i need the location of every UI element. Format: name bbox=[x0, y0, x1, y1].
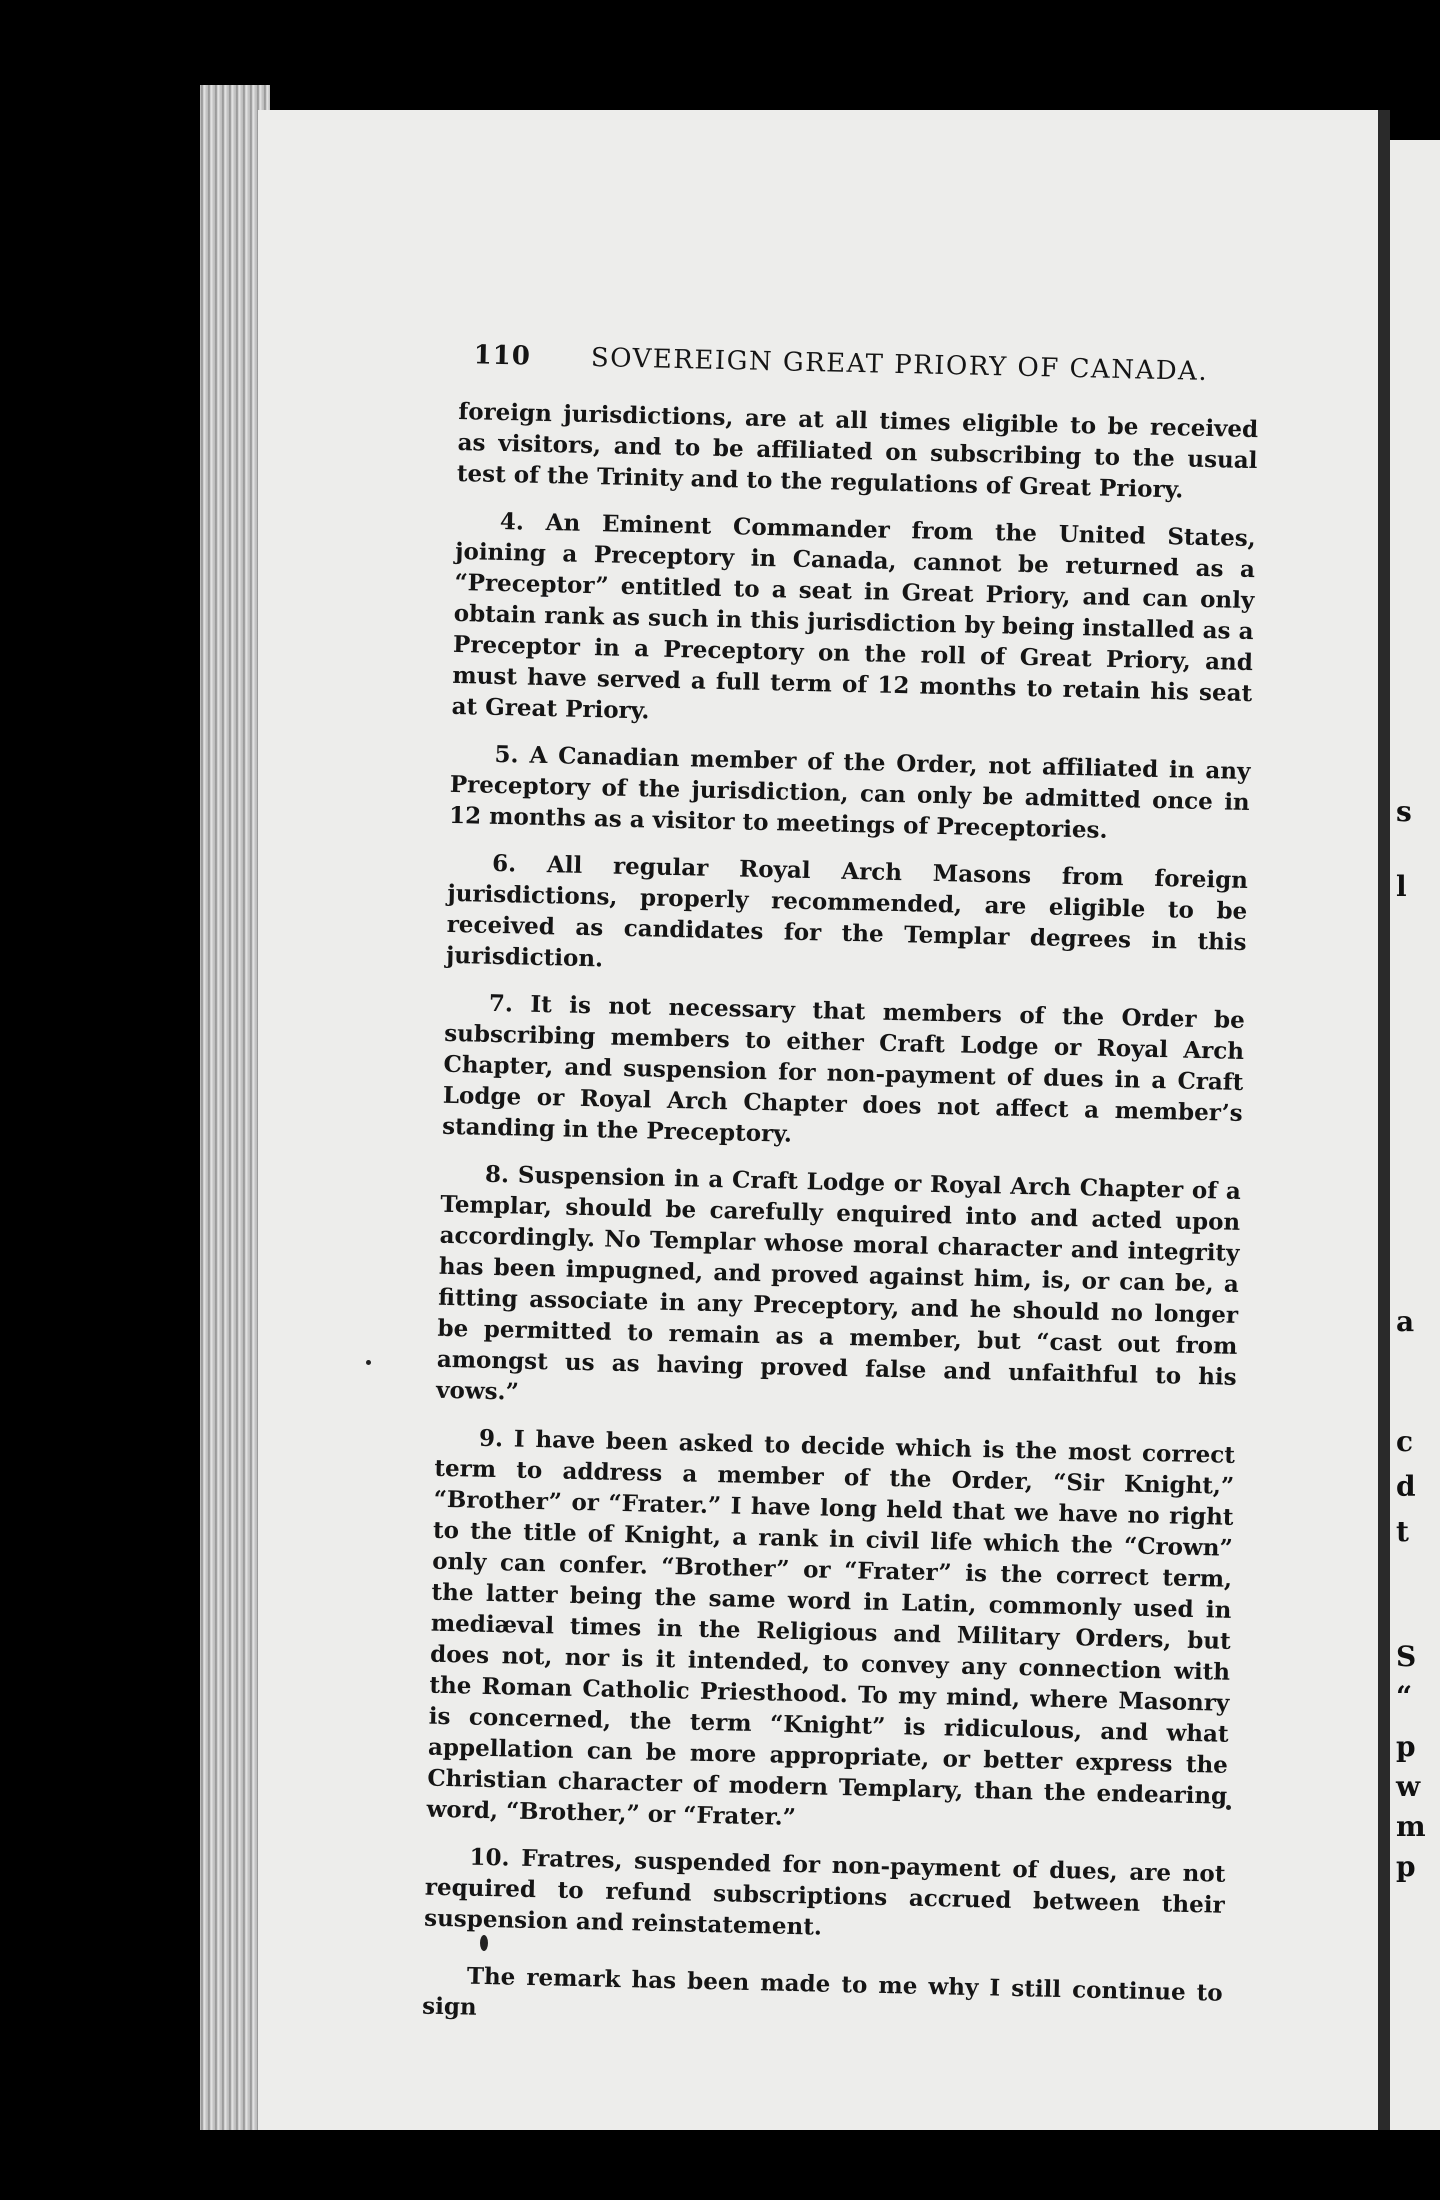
adjacent-page-letter: p bbox=[1396, 1730, 1416, 1763]
paragraph: 6. All regular Royal Arch Masons from foreign jurisdictions, properly recommended, are eligible to be received as candidates for the Templar degrees in this jurisdiction. bbox=[445, 849, 1249, 973]
ink-speck bbox=[366, 1360, 371, 1365]
adjacent-page-letter: s bbox=[1396, 795, 1412, 828]
paragraph: 8. Suspension in a Craft Lodge or Royal Arch Chapter of a Templar, should be carefully enquired into and acted upon accordingly. No Templar whose moral character and integrity has been impugned, and proved against him, is, or can be, a fitting associate in any Preceptory, and he should no longer be permitted to remain as a member, but “cast out from amongst us as having proved false and unfaithful to his vows.” bbox=[435, 1160, 1242, 1406]
book-gutter bbox=[1378, 110, 1390, 2130]
adjacent-page-edge bbox=[1390, 140, 1440, 2130]
adjacent-page-letter: c bbox=[1396, 1425, 1414, 1458]
paragraph: foreign jurisdictions, are at all times eligible to be received as visitors, and to be affiliated on subscribing to the usual test of the Trinity and to the regulations of Great Priory. bbox=[456, 397, 1259, 504]
adjacent-page-letter: a bbox=[1396, 1305, 1415, 1338]
paragraph: 10. Fratres, suspended for non-payment of dues, are not required to refund subscriptions accrued between their suspension and reinstatement. bbox=[423, 1843, 1226, 1941]
adjacent-page-letter: l bbox=[1396, 870, 1407, 903]
adjacent-page-letter: d bbox=[1396, 1470, 1416, 1503]
adjacent-page-letter: S bbox=[1396, 1640, 1417, 1673]
page-text bbox=[421, 340, 1259, 2056]
running-title: SOVEREIGN GREAT PRIORY OF CANADA. bbox=[590, 342, 1209, 387]
adjacent-page-letter: t bbox=[1396, 1515, 1409, 1548]
paragraph: 7. It is not necessary that members of the Order be subscribing members to either Craft Lodge or Royal Arch Chapter, and suspension for non-payment of dues in a Craft Lodge or Royal Arch Chapter does not affect a member’s standing in the Preceptory. bbox=[441, 989, 1246, 1148]
adjacent-page-letter: w bbox=[1396, 1770, 1421, 1803]
paragraph: 4. An Eminent Commander from the United States, joining a Preceptory in Canada, cannot be returned as a “Preceptor” entitled to a seat in Great Priory, and can only obtain rank as such in this jurisdiction by being installed as a Preceptor in a Preceptory on the roll of Great Priory, and must have served a full term of 12 months to retain his seat at Great Priory. bbox=[451, 507, 1257, 725]
adjacent-page-letter: m bbox=[1396, 1810, 1426, 1843]
paragraph: 9. I have been asked to decide which is the most correct term to address a member of the Order, “Sir Knight,” “Brother” or “Frater.” I have long held that we have no right to the title of Knight, a rank in civil life which the “Crown” only can confer. “Brother” or “Frater” is the correct term, the latter being the same word in Latin, commonly used in mediæval times in the Religious and Military Orders, but does not, nor is it intended, to convey any connection with the Roman Catholic Priesthood. To my mind, where Masonry is concerned, the term “Knight” is ridiculous, and what appellation can be more appropriate, or better express the Christian character of modern Templary, than the endearing word, “Brother,” or “Frater.” bbox=[426, 1424, 1236, 1831]
page-number: 110 bbox=[473, 340, 532, 372]
paragraph: 5. A Canadian member of the Order, not affiliated in any Preceptory of the jurisdiction, can only be admitted once in 12 months as a visitor to meetings of Preceptories. bbox=[448, 740, 1251, 844]
adjacent-page-letter: “ bbox=[1396, 1680, 1413, 1713]
adjacent-page-letter: p bbox=[1396, 1850, 1416, 1883]
paragraph: The remark has been made to me why I still continue to sign bbox=[421, 1962, 1223, 2021]
